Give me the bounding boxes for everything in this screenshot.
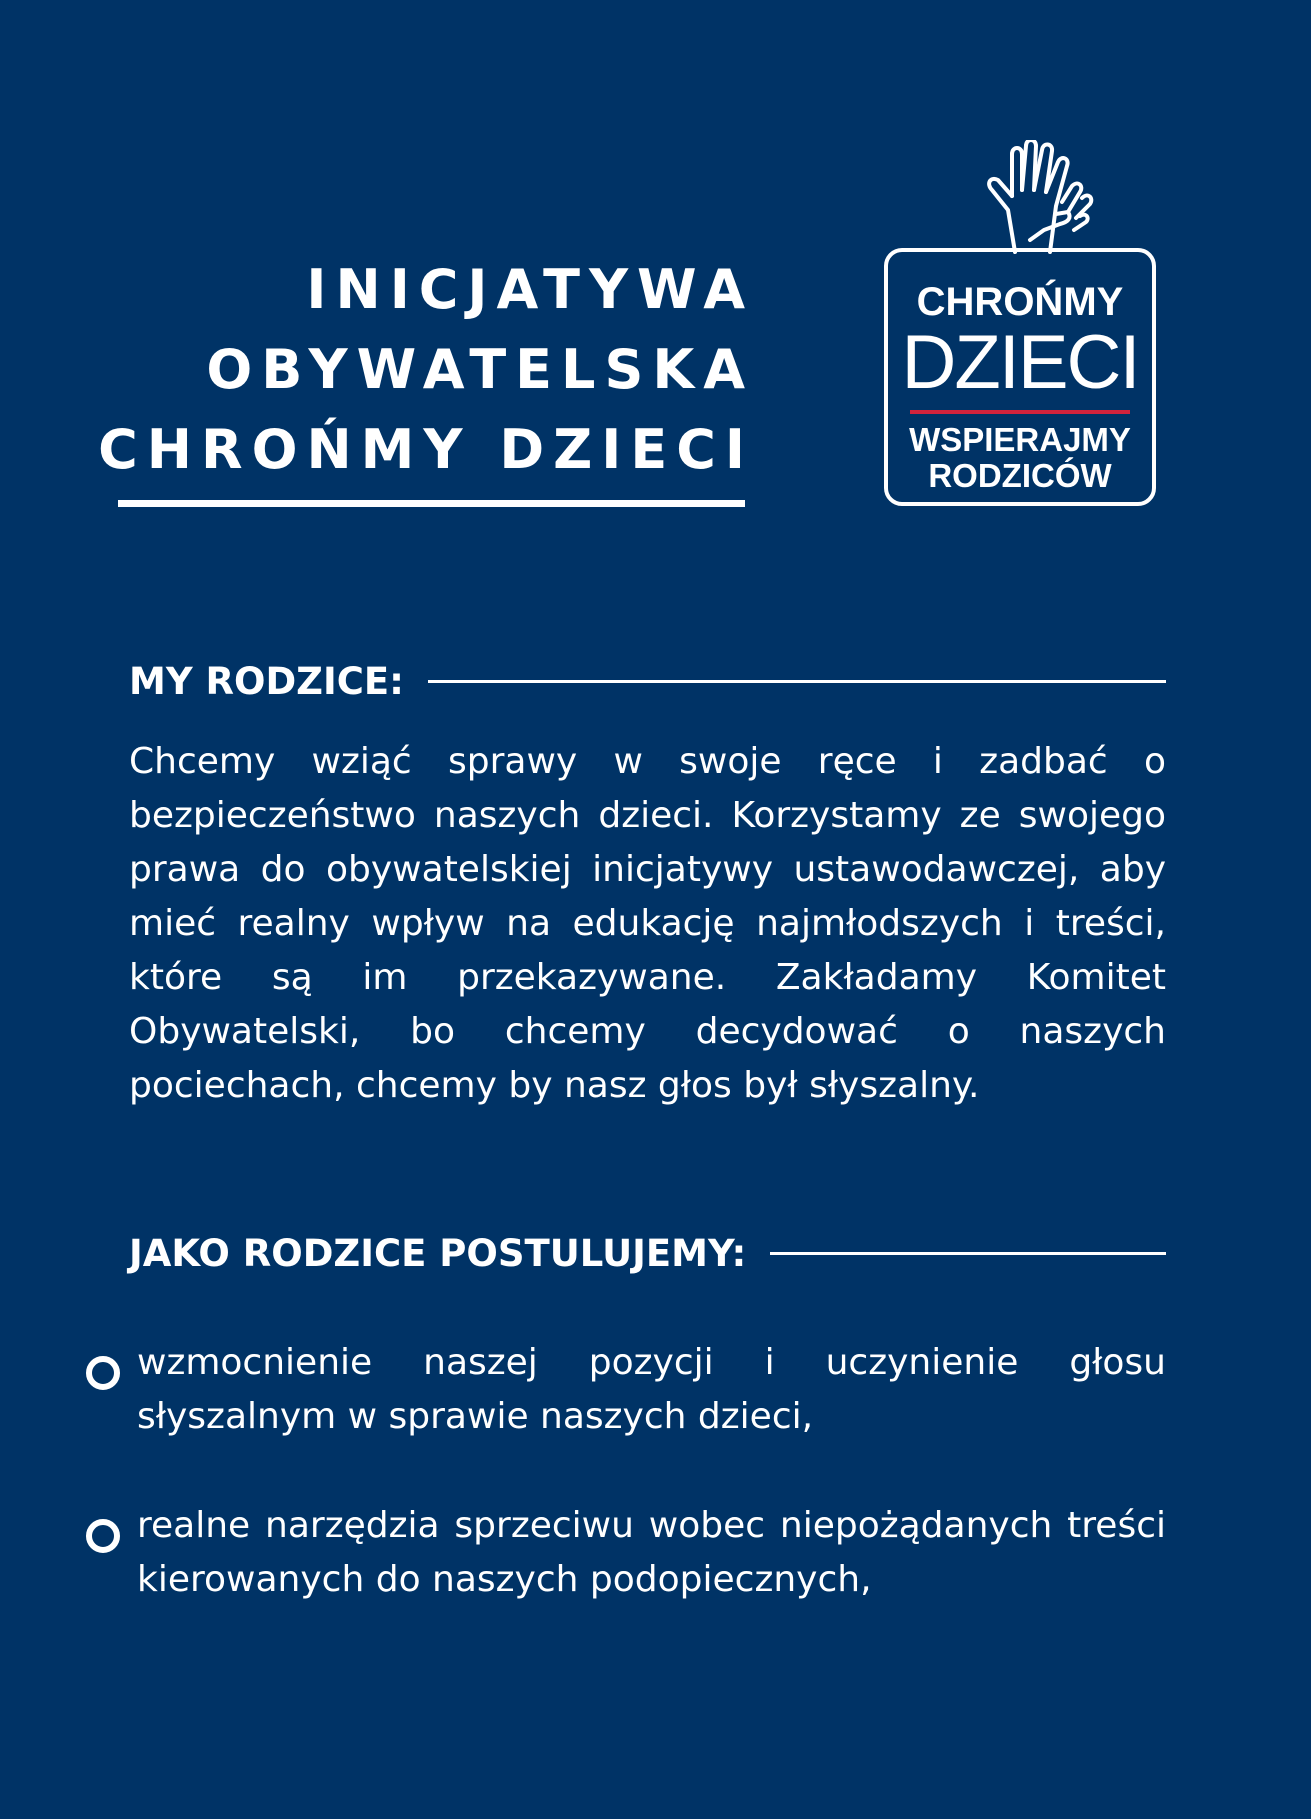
section-heading-rule [428, 680, 1166, 683]
list-item [86, 1336, 1166, 1444]
circle-bullet-icon [86, 1519, 120, 1553]
logo-badge [884, 248, 1156, 506]
section-heading-postulujemy [129, 1232, 1166, 1275]
title-line-2: OBYWATELSKA [206, 338, 754, 401]
page-title [60, 250, 754, 490]
logo-red-stripe [910, 410, 1130, 414]
logo [880, 140, 1170, 520]
section-heading-label: JAKO RODZICE POSTULUJEMY: [129, 1232, 747, 1275]
section-heading-rule [770, 1252, 1166, 1255]
title-line-3: CHROŃMY DZIECI [98, 418, 754, 481]
section-heading-label: MY RODZICE: [129, 660, 404, 703]
logo-text-chronmy: CHROŃMY [916, 280, 1124, 324]
logo-text-rodzicow: RODZICÓW [928, 457, 1112, 494]
hands-icon [880, 140, 1170, 255]
logo-text-dzieci: DZIECI [901, 320, 1139, 405]
list-item-text: realne narzędzia sprzeciwu wobec niepożądanych treści kierowanych do naszych podopiecznych, [137, 1505, 1166, 1600]
section-heading-my-rodzice [129, 660, 1166, 703]
list-item-text: wzmocnienie naszej pozycji i uczynienie głosu słyszalnym w sprawie naszych dzieci, [137, 1342, 1166, 1437]
intro-paragraph: Chcemy wziąć sprawy w swoje ręce i zadbać o bezpieczeństwo naszych dzieci. Korzystamy ze swojego prawa do obywatelskiej inicjatywy ustawodawczej, aby mieć realny wpływ na edukację najmłodszych i treści, które są im przekazywane. Zakładamy Komitet Obywatelski, bo chcemy decydować o naszych pociechach, chcemy by nasz głos był słyszalny. [129, 741, 1166, 1106]
title-line-1: INICJATYWA [306, 258, 754, 321]
logo-text-wspierajmy: WSPIERAJMY [909, 421, 1131, 458]
title-underline [118, 500, 745, 507]
list-item [86, 1499, 1166, 1607]
circle-bullet-icon [86, 1356, 120, 1390]
